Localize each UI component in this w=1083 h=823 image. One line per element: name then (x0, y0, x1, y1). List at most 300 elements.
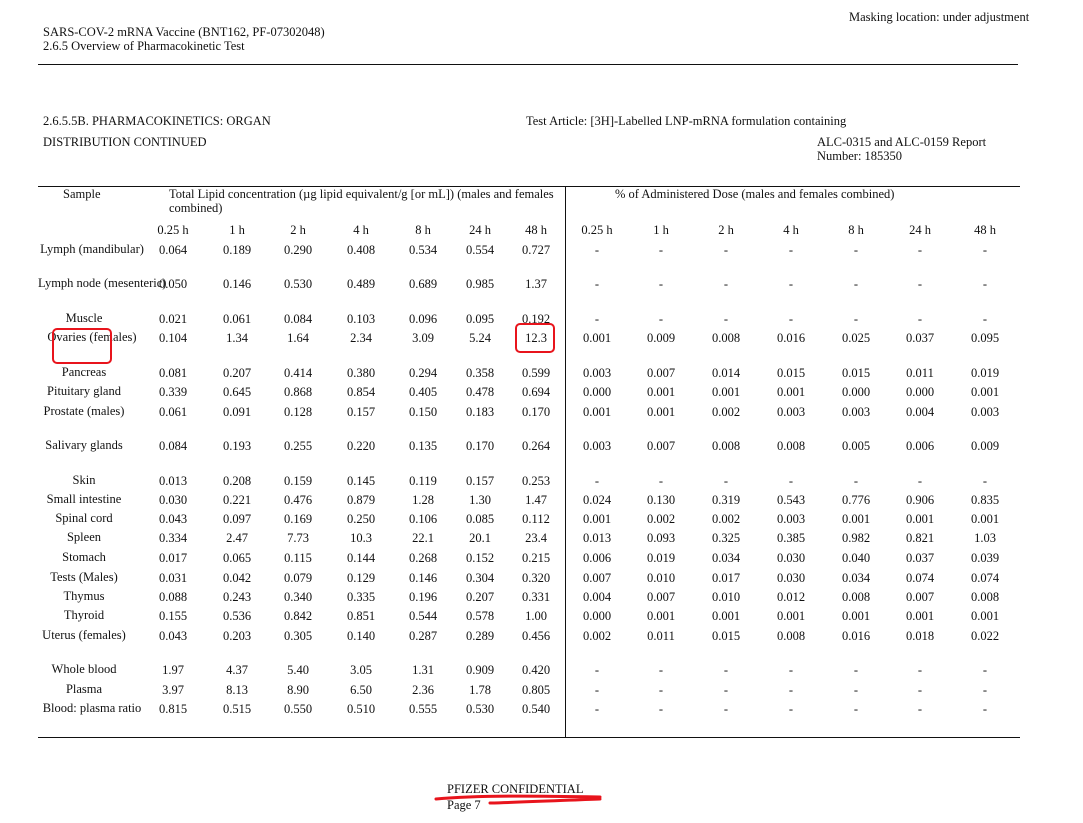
document-title: SARS-COV-2 mRNA Vaccine (BNT162, PF-07302048) (43, 25, 325, 39)
percent-dose-value: 0.008 (776, 439, 806, 453)
percent-dose-value: - (723, 243, 729, 257)
concentration-value: 0.064 (158, 243, 188, 257)
percent-dose-value: 0.025 (841, 331, 871, 345)
percent-dose-value: 0.037 (905, 331, 935, 345)
percent-dose-value: - (853, 312, 859, 326)
percent-dose-value: - (982, 312, 988, 326)
concentration-value: 0.221 (222, 493, 252, 507)
concentration-value: 12.3 (525, 331, 547, 345)
concentration-value: 0.170 (465, 439, 495, 453)
percent-dose-value: 0.015 (841, 366, 871, 380)
concentration-value: 1.28 (412, 493, 434, 507)
concentration-value: 0.530 (465, 702, 495, 716)
concentration-value: 0.196 (408, 590, 438, 604)
pct-time-header: 4 h (783, 223, 799, 237)
table-bottom-rule (38, 737, 1020, 738)
percent-dose-group-header: % of Administered Dose (males and females combined) (615, 187, 895, 201)
concentration-value: 1.64 (287, 331, 309, 345)
pct-time-header: 0.25 h (581, 223, 613, 237)
concentration-value: 23.4 (525, 531, 547, 545)
percent-dose-value: - (658, 312, 664, 326)
percent-dose-value: - (982, 474, 988, 488)
concentration-value: 8.90 (287, 683, 309, 697)
percent-dose-value: 0.003 (582, 439, 612, 453)
concentration-value: 0.061 (222, 312, 252, 326)
percent-dose-value: - (594, 663, 600, 677)
conc-time-header: 4 h (353, 223, 369, 237)
concentration-value: 7.73 (287, 531, 309, 545)
percent-dose-value: 1.03 (974, 531, 996, 545)
percent-dose-value: 0.002 (711, 405, 741, 419)
concentration-value: 0.084 (283, 312, 313, 326)
percent-dose-value: 0.001 (776, 609, 806, 623)
percent-dose-value: 0.022 (970, 629, 1000, 643)
concentration-value: 0.065 (222, 551, 252, 565)
percent-dose-value: 0.008 (841, 590, 871, 604)
concentration-value: 0.320 (521, 571, 551, 585)
percent-dose-value: 0.015 (711, 629, 741, 643)
percent-dose-value: 0.325 (711, 531, 741, 545)
concentration-value: 0.727 (521, 243, 551, 257)
percent-dose-value: 0.016 (776, 331, 806, 345)
percent-dose-value: 0.001 (905, 512, 935, 526)
concentration-value: 0.287 (408, 629, 438, 643)
concentration-value: 0.854 (346, 385, 376, 399)
concentration-value: 0.250 (346, 512, 376, 526)
percent-dose-value: 0.982 (841, 531, 871, 545)
concentration-value: 0.030 (158, 493, 188, 507)
pct-time-header: 1 h (653, 223, 669, 237)
percent-dose-value: 0.093 (646, 531, 676, 545)
concentration-value: 0.043 (158, 629, 188, 643)
concentration-value: 5.24 (469, 331, 491, 345)
percent-dose-value: - (594, 702, 600, 716)
concentration-value: 0.192 (521, 312, 551, 326)
concentration-value: 0.414 (283, 366, 313, 380)
concentration-value: 0.536 (222, 609, 252, 623)
ovaries-highlight-box (52, 328, 112, 364)
header-rule (38, 64, 1018, 65)
percent-dose-value: - (723, 663, 729, 677)
concentration-value: 0.155 (158, 609, 188, 623)
concentration-value: 0.868 (283, 385, 313, 399)
percent-dose-value: - (917, 243, 923, 257)
concentration-value: 0.208 (222, 474, 252, 488)
concentration-value: 0.243 (222, 590, 252, 604)
concentration-value: 0.084 (158, 439, 188, 453)
concentration-value: 0.152 (465, 551, 495, 565)
percent-dose-value: 0.007 (646, 366, 676, 380)
concentration-value: 0.157 (465, 474, 495, 488)
concentration-value: 0.189 (222, 243, 252, 257)
percent-dose-value: - (788, 683, 794, 697)
percent-dose-value: 0.006 (582, 551, 612, 565)
percent-dose-value: 0.010 (711, 590, 741, 604)
percent-dose-value: - (658, 243, 664, 257)
masking-note: Masking location: under adjustment (849, 10, 1030, 24)
percent-dose-value: - (658, 663, 664, 677)
percent-dose-value: - (982, 243, 988, 257)
sample-name: Whole blood (51, 662, 117, 676)
percent-dose-value: 0.008 (711, 439, 741, 453)
pct-time-header: 8 h (848, 223, 864, 237)
percent-dose-value: - (594, 683, 600, 697)
concentration-value: 0.294 (408, 366, 438, 380)
concentration-value: 0.578 (465, 609, 495, 623)
concentration-value: 0.079 (283, 571, 313, 585)
concentration-value: 0.203 (222, 629, 252, 643)
concentration-value: 0.456 (521, 629, 551, 643)
sample-name: Uterus (females) (42, 628, 126, 642)
percent-dose-value: - (658, 702, 664, 716)
concentration-value: 0.061 (158, 405, 188, 419)
concentration-value: 1.97 (162, 663, 184, 677)
concentration-value: 0.081 (158, 366, 188, 380)
percent-dose-value: 0.002 (711, 512, 741, 526)
percent-dose-value: 0.004 (905, 405, 935, 419)
concentration-value: 0.340 (283, 590, 313, 604)
percent-dose-value: - (594, 312, 600, 326)
percent-dose-value: 0.000 (582, 609, 612, 623)
concentration-value: 2.34 (350, 331, 372, 345)
percent-dose-value: - (658, 474, 664, 488)
concentration-value: 0.805 (521, 683, 551, 697)
percent-dose-value: 0.000 (582, 385, 612, 399)
concentration-value: 0.146 (222, 277, 252, 291)
percent-dose-value: 0.030 (776, 571, 806, 585)
percent-dose-value: 0.007 (646, 439, 676, 453)
concentration-value: 0.207 (465, 590, 495, 604)
pct-time-header: 24 h (909, 223, 931, 237)
concentration-value: 0.170 (521, 405, 551, 419)
concentration-value: 0.145 (346, 474, 376, 488)
percent-dose-value: 0.001 (646, 385, 676, 399)
concentration-value: 4.37 (226, 663, 248, 677)
sample-name: Tests (Males) (50, 570, 118, 584)
percent-dose-value: 0.001 (970, 385, 1000, 399)
sample-name: Pancreas (61, 365, 107, 379)
sample-name: Thymus (63, 589, 105, 603)
percent-dose-value: 0.001 (646, 405, 676, 419)
concentration-value: 0.478 (465, 385, 495, 399)
percent-dose-value: - (594, 474, 600, 488)
concentration-value: 3.05 (350, 663, 372, 677)
concentration-value: 8.13 (226, 683, 248, 697)
concentration-value: 0.815 (158, 702, 188, 716)
percent-dose-value: 0.008 (970, 590, 1000, 604)
concentration-value: 0.909 (465, 663, 495, 677)
percent-dose-value: - (788, 277, 794, 291)
percent-dose-value: 0.319 (711, 493, 741, 507)
concentration-value: 0.146 (408, 571, 438, 585)
concentration-value: 0.405 (408, 385, 438, 399)
concentration-value: 0.119 (409, 474, 437, 488)
sample-name: Small intestine (46, 492, 122, 506)
concentration-group-header: Total Lipid concentration (µg lipid equivalent/g [or mL]) (males and females combined) (169, 187, 554, 215)
concentration-value: 0.169 (283, 512, 313, 526)
test-article-line3: Number: 185350 (817, 149, 903, 163)
percent-dose-value: 0.001 (582, 405, 612, 419)
percent-dose-value: 0.009 (970, 439, 1000, 453)
percent-dose-value: 0.001 (582, 331, 612, 345)
percent-dose-value: 0.001 (582, 512, 612, 526)
percent-dose-value: 0.009 (646, 331, 676, 345)
concentration-value: 0.331 (521, 590, 551, 604)
conc-time-header: 24 h (469, 223, 491, 237)
concentration-value: 0.253 (521, 474, 551, 488)
percent-dose-value: 0.074 (905, 571, 935, 585)
concentration-value: 0.515 (222, 702, 252, 716)
conc-time-header: 8 h (415, 223, 431, 237)
confidential-label: PFIZER CONFIDENTIAL (447, 782, 584, 796)
percent-dose-value: 0.003 (970, 405, 1000, 419)
concentration-value: 0.879 (346, 493, 376, 507)
sample-name: Salivary glands (45, 438, 123, 452)
concentration-value: 5.40 (287, 663, 309, 677)
percent-dose-value: - (917, 312, 923, 326)
sample-name: Prostate (males) (43, 404, 125, 418)
concentration-value: 0.095 (465, 312, 495, 326)
concentration-value: 0.334 (158, 531, 188, 545)
percent-dose-value: 0.003 (776, 512, 806, 526)
section-title-line2: DISTRIBUTION CONTINUED (43, 135, 207, 149)
percent-dose-value: - (723, 683, 729, 697)
percent-dose-value: 0.015 (776, 366, 806, 380)
percent-dose-value: - (982, 683, 988, 697)
percent-dose-value: 0.016 (841, 629, 871, 643)
percent-dose-value: - (788, 312, 794, 326)
percent-dose-value: 0.034 (841, 571, 871, 585)
concentration-value: 0.043 (158, 512, 188, 526)
percent-dose-value: 0.030 (776, 551, 806, 565)
concentration-value: 3.09 (412, 331, 434, 345)
percent-dose-value: - (917, 277, 923, 291)
concentration-value: 0.150 (408, 405, 438, 419)
percent-dose-value: 0.002 (582, 629, 612, 643)
concentration-value: 0.358 (465, 366, 495, 380)
concentration-value: 0.215 (521, 551, 551, 565)
concentration-value: 0.510 (346, 702, 376, 716)
conc-time-header: 0.25 h (157, 223, 189, 237)
percent-dose-value: 0.000 (841, 385, 871, 399)
sample-name: Ovaries (females) (47, 330, 137, 344)
concentration-value: 0.135 (408, 439, 438, 453)
concentration-value: 0.550 (283, 702, 313, 716)
concentration-value: 0.017 (158, 551, 188, 565)
concentration-value: 0.097 (222, 512, 252, 526)
concentration-value: 0.694 (521, 385, 551, 399)
percent-dose-value: - (917, 474, 923, 488)
percent-dose-value: 0.011 (647, 629, 675, 643)
percent-dose-value: - (788, 474, 794, 488)
concentration-value: 0.193 (222, 439, 252, 453)
percent-dose-value: - (853, 663, 859, 677)
concentration-value: 0.115 (284, 551, 312, 565)
concentration-value: 0.540 (521, 702, 551, 716)
percent-dose-value: - (594, 277, 600, 291)
percent-dose-value: 0.001 (970, 512, 1000, 526)
concentration-value: 0.408 (346, 243, 376, 257)
concentration-value: 20.1 (469, 531, 491, 545)
concentration-value: 1.00 (525, 609, 547, 623)
percent-dose-value: - (788, 663, 794, 677)
concentration-value: 0.290 (283, 243, 313, 257)
percent-dose-value: - (853, 277, 859, 291)
percent-dose-value: 0.004 (582, 590, 612, 604)
percent-dose-value: 0.776 (841, 493, 871, 507)
sample-name: Lymph (mandibular) (40, 242, 144, 256)
concentration-value: 0.157 (346, 405, 376, 419)
percent-dose-value: - (723, 702, 729, 716)
concentration-value: 0.544 (408, 609, 438, 623)
concentration-value: 0.042 (222, 571, 252, 585)
percent-dose-value: 0.007 (905, 590, 935, 604)
percent-dose-value: 0.007 (582, 571, 612, 585)
concentration-value: 1.47 (525, 493, 547, 507)
percent-dose-value: 0.000 (905, 385, 935, 399)
concentration-value: 0.476 (283, 493, 313, 507)
confidential-underline-mark (430, 790, 610, 806)
concentration-value: 0.305 (283, 629, 313, 643)
sample-header: Sample (63, 187, 101, 201)
sample-name: Stomach (62, 550, 106, 564)
concentration-value: 3.97 (162, 683, 184, 697)
sample-name: Muscle (65, 311, 103, 325)
document-subtitle: 2.6.5 Overview of Pharmacokinetic Test (43, 39, 245, 53)
percent-dose-value: - (723, 474, 729, 488)
sample-name: Spinal cord (55, 511, 113, 525)
sample-name: Plasma (65, 682, 103, 696)
percent-dose-value: 0.014 (711, 366, 741, 380)
percent-dose-value: - (853, 683, 859, 697)
percent-dose-value: 0.007 (646, 590, 676, 604)
conc-time-header: 2 h (290, 223, 306, 237)
percent-dose-value: 0.011 (906, 366, 934, 380)
percent-dose-value: - (788, 702, 794, 716)
percent-dose-value: 0.019 (646, 551, 676, 565)
percent-dose-value: - (594, 243, 600, 257)
concentration-value: 0.013 (158, 474, 188, 488)
concentration-value: 1.34 (226, 331, 248, 345)
concentration-value: 0.106 (408, 512, 438, 526)
concentration-value: 0.842 (283, 609, 313, 623)
percent-dose-value: 0.001 (905, 609, 935, 623)
percent-dose-value: 0.001 (776, 385, 806, 399)
percent-dose-value: - (917, 702, 923, 716)
pct-time-header: 48 h (974, 223, 996, 237)
concentration-value: 1.37 (525, 277, 547, 291)
concentration-value: 0.096 (408, 312, 438, 326)
sample-name: Thyroid (63, 608, 105, 622)
percent-dose-value: 0.001 (711, 385, 741, 399)
sample-name: Skin (72, 473, 96, 487)
concentration-value: 0.554 (465, 243, 495, 257)
concentration-value: 0.335 (346, 590, 376, 604)
percent-dose-value: 0.008 (776, 629, 806, 643)
percent-dose-value: 0.835 (970, 493, 1000, 507)
percent-dose-value: 0.001 (970, 609, 1000, 623)
test-article-line1: Test Article: [3H]-Labelled LNP-mRNA formulation containing (526, 114, 847, 128)
percent-dose-value: 0.001 (646, 609, 676, 623)
percent-dose-value: 0.005 (841, 439, 871, 453)
percent-dose-value: 0.001 (711, 609, 741, 623)
percent-dose-value: 0.017 (711, 571, 741, 585)
concentration-value: 0.144 (346, 551, 376, 565)
percent-dose-value: 0.008 (711, 331, 741, 345)
percent-dose-value: 0.095 (970, 331, 1000, 345)
percent-dose-value: 0.024 (582, 493, 612, 507)
percent-dose-value: - (788, 243, 794, 257)
percent-dose-value: - (853, 702, 859, 716)
percent-dose-value: 0.385 (776, 531, 806, 545)
percent-dose-value: 0.037 (905, 551, 935, 565)
section-title-line1: 2.6.5.5B. PHARMACOKINETICS: ORGAN (43, 114, 271, 128)
concentration-value: 2.47 (226, 531, 248, 545)
percent-dose-value: - (917, 663, 923, 677)
percent-dose-value: - (982, 702, 988, 716)
concentration-value: 0.380 (346, 366, 376, 380)
sample-name: Lymph node (mesenteric) (38, 276, 167, 290)
concentration-value: 0.555 (408, 702, 438, 716)
concentration-value: 0.264 (521, 439, 551, 453)
concentration-value: 1.78 (469, 683, 491, 697)
concentration-value: 0.050 (158, 277, 188, 291)
concentration-value: 0.534 (408, 243, 438, 257)
concentration-value: 2.36 (412, 683, 434, 697)
percent-dose-value: 0.019 (970, 366, 1000, 380)
percent-dose-value: 0.002 (646, 512, 676, 526)
percent-dose-value: 0.543 (776, 493, 806, 507)
concentration-value: 0.207 (222, 366, 252, 380)
concentration-value: 0.103 (346, 312, 376, 326)
concentration-value: 0.085 (465, 512, 495, 526)
percent-dose-value: - (982, 663, 988, 677)
percent-dose-value: 0.039 (970, 551, 1000, 565)
concentration-value: 0.183 (465, 405, 495, 419)
percent-dose-value: 0.040 (841, 551, 871, 565)
concentration-value: 0.420 (521, 663, 551, 677)
percent-dose-value: 0.003 (582, 366, 612, 380)
concentration-value: 0.140 (346, 629, 376, 643)
concentration-value: 0.159 (283, 474, 313, 488)
percent-dose-value: 0.074 (970, 571, 1000, 585)
test-article-line2: ALC-0315 and ALC-0159 Report (817, 135, 987, 149)
concentration-value: 0.599 (521, 366, 551, 380)
percent-dose-value: 0.012 (776, 590, 806, 604)
pct-time-header: 2 h (718, 223, 734, 237)
concentration-value: 0.304 (465, 571, 495, 585)
concentration-value: 22.1 (412, 531, 434, 545)
percent-dose-value: 0.013 (582, 531, 612, 545)
concentration-value: 0.129 (346, 571, 376, 585)
concentration-value: 1.30 (469, 493, 491, 507)
percent-dose-value: 0.018 (905, 629, 935, 643)
conc-time-header: 1 h (229, 223, 245, 237)
percent-dose-value: 0.003 (776, 405, 806, 419)
percent-dose-value: - (853, 243, 859, 257)
concentration-value: 0.289 (465, 629, 495, 643)
table-group-divider (565, 186, 566, 738)
concentration-value: 0.031 (158, 571, 188, 585)
percent-dose-value: 0.906 (905, 493, 935, 507)
concentration-value: 0.339 (158, 385, 188, 399)
concentration-value: 10.3 (350, 531, 372, 545)
percent-dose-value: - (658, 277, 664, 291)
concentration-value: 0.689 (408, 277, 438, 291)
sample-name: Spleen (66, 530, 102, 544)
percent-dose-value: 0.001 (841, 512, 871, 526)
percent-dose-value: - (723, 312, 729, 326)
